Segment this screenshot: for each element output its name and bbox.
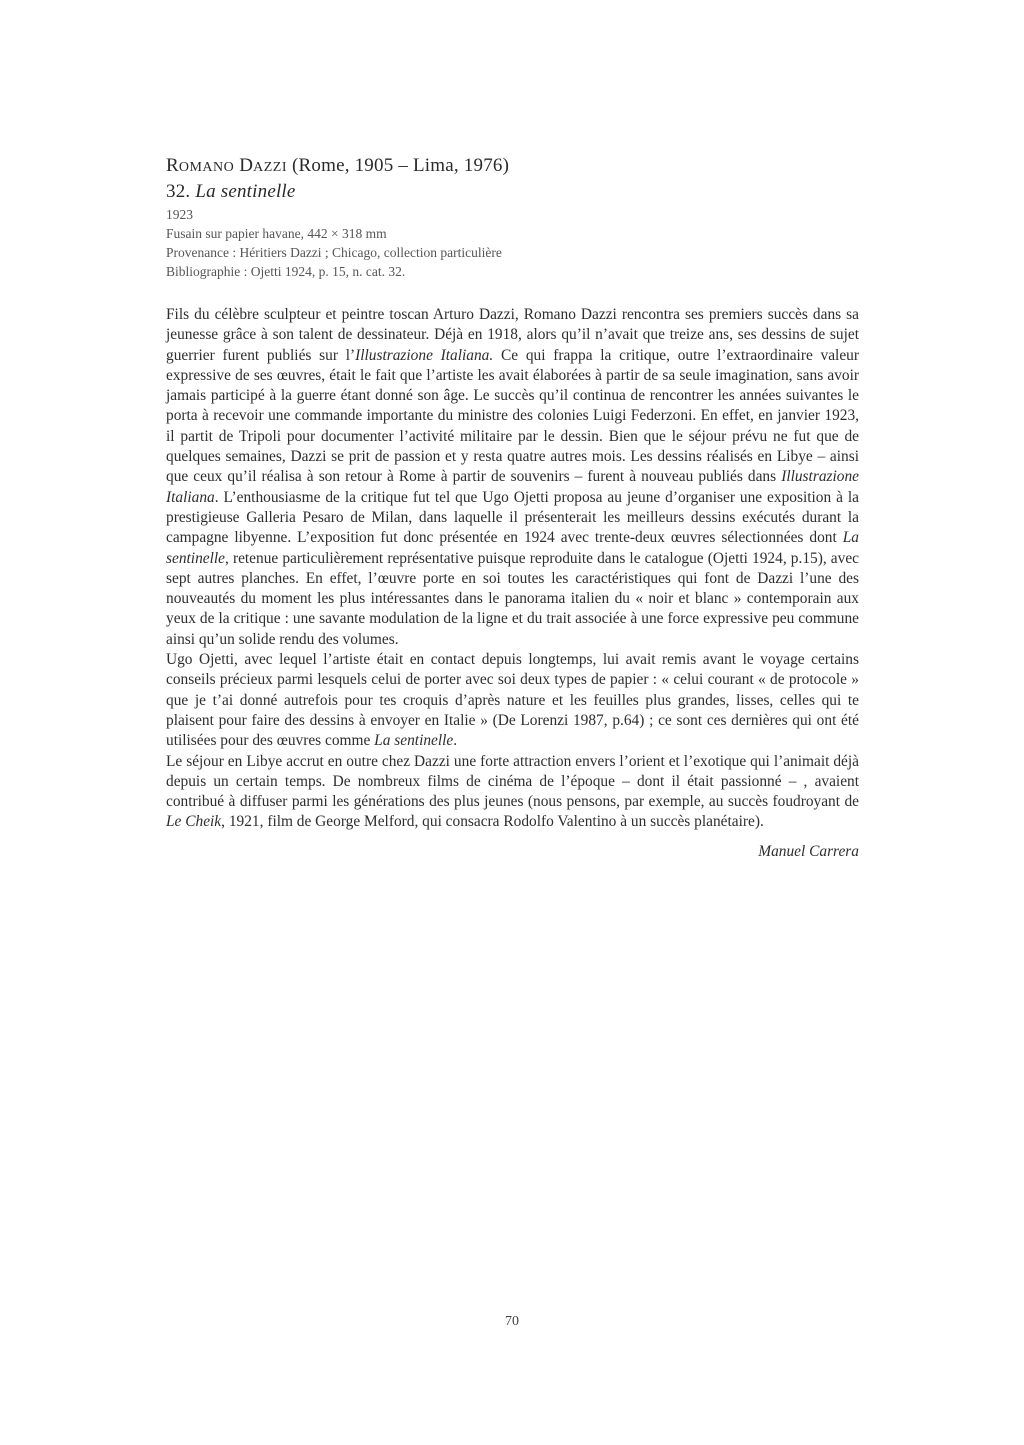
- text-run: Fils du célèbre sculpteur et peintre toscan Arturo Dazzi, Romano Dazzi rencontra ses premiers succès dans sa jeunesse grâce à son talent de dessinateur. Déjà en 1918, alors qu’il n’avait que treize ans, ses dessins de sujet guerrier furent publiés sur l’: [166, 306, 859, 364]
- essay-paragraph: [166, 650, 859, 751]
- artist-last-initial: D: [239, 155, 254, 176]
- text-run: Le séjour en Libye accrut en outre chez Dazzi une forte attraction envers l’orient et l’exotique qui l’animait déjà depuis un certain temps. De nombreux films de cinéma de l’époque – dont il était passionné – , avaient contribué à diffuser parmi les générations des plus jeunes (nous pensons, par exemple, au succès foudroyant de: [166, 752, 859, 811]
- text-run: , retenue particulièrement représentative puisque reproduite dans le catalogue (Ojetti 1924, p.15), avec sept autres planches. En effet, l’œuvre porte en soi toutes les caractéristiques qui font de Dazzi l’une des nouveautés du moment les plus intéressantes dans le panorama italien du « noir et blanc » contemporain aux yeux de la critique : une savante modulation de la ligne et du trait associée à une force expressive peu commune ainsi qu’un solide rendu des volumes.: [166, 549, 859, 648]
- text-run: , 1921, film de George Melford, qui consacra Rodolfo Valentino à un succès planétaire).: [221, 813, 764, 831]
- artwork-bibliography: Bibliographie : Ojetti 1924, p. 15, n. cat. 32.: [166, 264, 406, 279]
- italic-run: La sentinelle: [166, 529, 859, 567]
- italic-run: Le Cheik: [166, 813, 222, 831]
- page-number: 70: [505, 1314, 519, 1329]
- text-run: . L’enthousiasme de la critique fut tel que Ugo Ojetti proposa au jeune d’organiser une exposition à la prestigieuse Galleria Pesaro de Milan, dans laquelle il présenterait les meilleurs dessins exécutés durant la campagne libyenne. L’exposition fut donc présentée en 1924 avec trente-deux œuvres sélectionnées dont: [166, 488, 859, 547]
- essay-body: [166, 305, 859, 833]
- artwork-medium: Fusain sur papier havane, 442 × 318 mm: [166, 226, 387, 241]
- author-signature: Manuel Carrera: [758, 842, 859, 860]
- essay-paragraph: [166, 752, 859, 833]
- artist-last-rest: AZZI: [253, 160, 288, 175]
- text-run: .: [453, 732, 458, 750]
- italic-run: Illustrazione Italiana.: [355, 346, 494, 364]
- catalogue-entry: [166, 154, 859, 861]
- artwork-provenance: Provenance : Héritiers Dazzi ; Chicago, collection particulière: [166, 245, 502, 260]
- artist-first-initial: R: [166, 155, 179, 176]
- artwork-title-line: [166, 180, 859, 204]
- artwork-year: 1923: [166, 207, 193, 222]
- italic-run: Illustrazione Italiana: [166, 468, 859, 506]
- text-run: Ugo Ojetti, avec lequel l’artiste était en contact depuis longtemps, lui avait remis avant le voyage certains conseils précieux parmi lesquels celui de porter avec soi deux types de papier : « celui courant « de protocole » que je t’ai donné autrefois pour tes croquis d’après nature et les feuilles plus grandes, lisses, celles qui te plaisent pour faire des dessins à envoyer en Italie » (De Lorenzi 1987, p.64) ; ce sont ces dernières qui ont été utilisées pour des œuvres comme: [166, 651, 859, 750]
- italic-run: La sentinelle: [374, 732, 454, 750]
- artist-first-rest: OMANO: [178, 160, 235, 175]
- essay-paragraph: [166, 305, 859, 650]
- artwork-title: La sentinelle: [195, 181, 296, 202]
- artist-dates: (Rome, 1905 – Lima, 1976): [291, 155, 510, 176]
- text-run: Ce qui frappa la critique, outre l’extraordinaire valeur expressive de ses œuvres, était le fait que l’artiste les avait élaborées à partir de sa seule imagination, sans avoir jamais participé à la guerre étant donné son âge. Le succès qu’il continua de rencontrer les années suivantes le porta à recevoir une commande importante du ministre des colonies Luigi Federzoni. En effet, en janvier 1923, il partit de Tripoli pour documenter l’activité militaire par le dessin. Bien que le séjour prévu ne fut que de quelques semaines, Dazzi se prit de passion et y resta quatre autres mois. Les dessins réalisés en Libye – ainsi que ceux qu’il réalisa à son retour à Rome à partir de souvenirs – furent à nouveau publiés dans: [166, 346, 859, 486]
- artist-heading: [166, 154, 859, 180]
- artwork-number: 32.: [166, 181, 191, 202]
